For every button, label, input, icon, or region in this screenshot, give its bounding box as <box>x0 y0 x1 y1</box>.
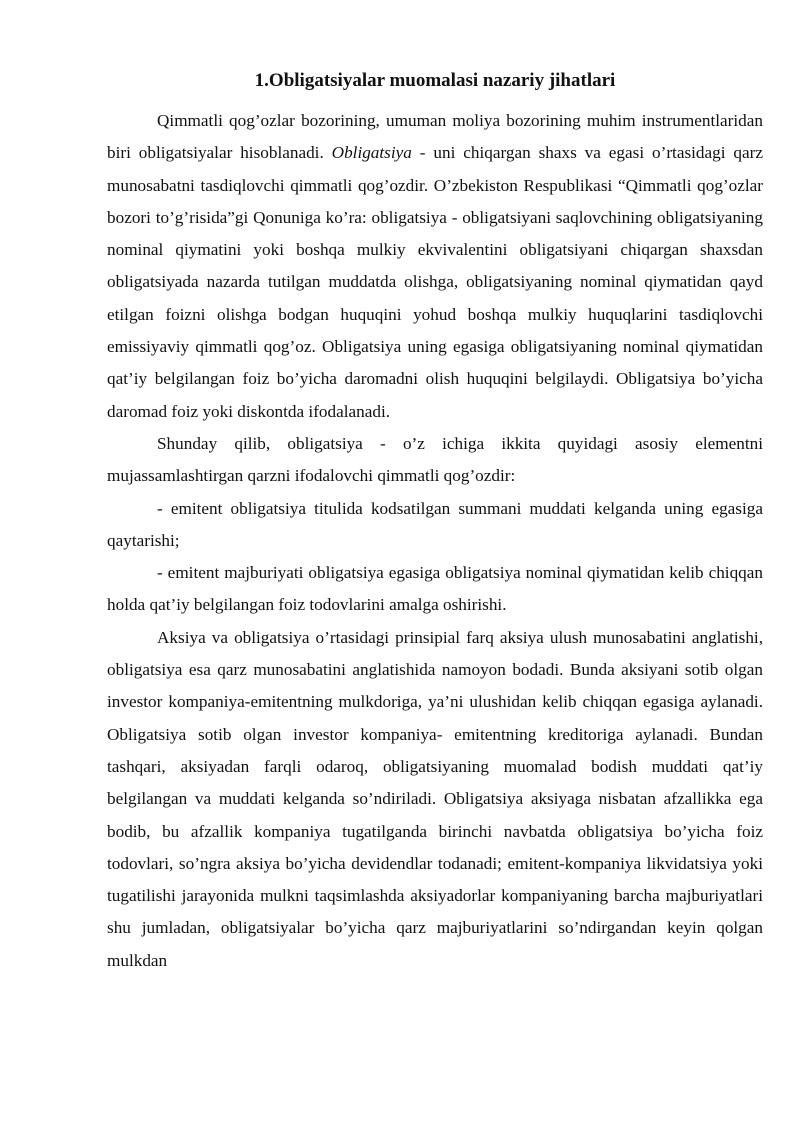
paragraph-definition-lead: Qimmatli qog’ozlar bozorining, umuman moliya bozorining muhim instrumentlaridan biri obligatsiyalar hisoblanadi. <box>107 111 763 163</box>
section-title: 1.Obligatsiyalar muomalasi nazariy jihatlari <box>254 70 616 91</box>
term-obligatsiya: Obligatsiya <box>331 143 412 163</box>
list-item-repayment: - emitent obligatsiya titulida kodsatilgan summani muddati kelganda uning egasiga qaytarishi; <box>107 498 763 550</box>
paragraph-definition <box>107 105 763 428</box>
list-item-interest: - emitent majburiyati obligatsiya egasiga obligatsiya nominal qiymatidan kelib chiqqan holda qat’iy belgilangan foiz todovlarini amalga oshirishi. <box>107 563 763 615</box>
paragraph-stock-vs-bond: Aksiya va obligatsiya o’rtasidagi prinsipial farq aksiya ulush munosabatini anglatishi, obligatsiya esa qarz munosabatini anglatishida namoyon bodadi. Bunda aksiyani sotib olgan investor kompaniya-emitentning mulkdoriga, ya’ni ulushidan kelib chiqqan egasiga aylanadi. Obligatsiya sotib olgan investor kompaniya- emitentning kreditoriga aylanadi. Bundan tashqari, aksiyadan farqli odaroq, obligatsiyaning muomalad bodish muddati qat’iy belgilangan va muddati kelganda so’ndiriladi. Obligatsiya aksiyaga nisbatan afzallikka ega bodib, bu afzallik kompaniya tugatilganda birinchi navbatda obligatsiya bo’yicha foiz todovlari, so’ngra aksiya bo’yicha devidendlar todanadi; emitent-kompaniya likvidatsiya yoki tugatilishi jarayonida mulkni taqsimlashda aksiyadorlar kompaniyaning barcha majburiyatlari shu jumladan, obligatsiyalar bo’yicha qarz majburiyatlarini so’ndirgandan keyin qolgan mulkdan <box>107 627 763 970</box>
document-page <box>107 64 763 977</box>
paragraph-definition-body: - uni chiqargan shaxs va egasi o’rtasidagi qarz munosabatni tasdiqlovchi qimmatli qog’ozdir. O’zbekiston Respublikasi “Qimmatli qog’ozlar bozori to’g’risida”gi Qonuniga ko’ra: obligatsiya - obligatsiyani saqlovchining obligatsiyaning nominal qiymatini yoki boshqa mulkiy ekvivalentini obligatsiyani chiqargan shaxsdan obligatsiyada nazarda tutilgan muddatda olishga, obligatsiyaning nominal qiymatidan qayd etilgan foizni olishga bodgan huquqini yohud boshqa mulkiy huquqlarini tasdiqlovchi emissiyaviy qimmatli qog’oz. Obligatsiya uning egasiga obligatsiyaning nominal qiymatidan qat’iy belgilangan foiz bo’yicha daromadni olish huquqini belgilaydi. Obligatsiya bo’yicha daromad foiz yoki diskontda ifodalanadi. <box>107 143 763 421</box>
paragraph-elements-intro: Shunday qilib, obligatsiya - o’z ichiga ikkita quyidagi asosiy elementni mujassamlashtirgan qarzni ifodalovchi qimmatli qog’ozdir: <box>107 433 763 486</box>
